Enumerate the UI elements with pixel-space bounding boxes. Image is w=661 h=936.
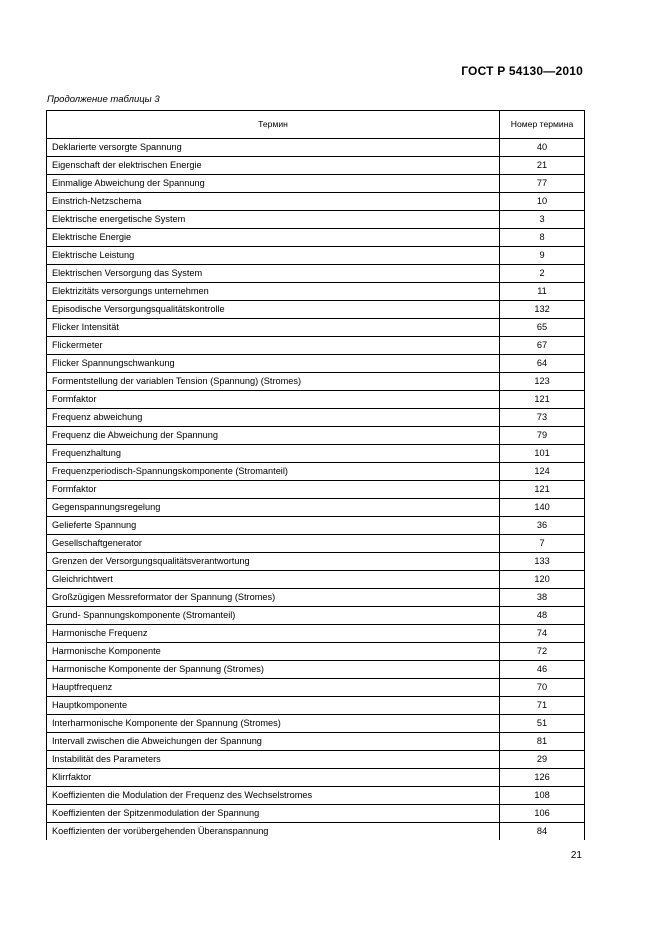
term-number-cell: 3: [500, 211, 585, 229]
term-cell: Elektrische Leistung: [47, 247, 500, 265]
term-number-cell: 67: [500, 337, 585, 355]
term-number-cell: 70: [500, 679, 585, 697]
table-row: [47, 625, 585, 643]
term-cell: Gesellschaftgenerator: [47, 535, 500, 553]
term-number-cell: 72: [500, 643, 585, 661]
term-number-cell: 2: [500, 265, 585, 283]
term-cell: Koeffizienten die Modulation der Frequenz des Wechselstromes: [47, 787, 500, 805]
header-term: Термин: [47, 111, 500, 139]
table-row: [47, 643, 585, 661]
term-cell: Grenzen der Versorgungsqualitätsverantwortung: [47, 553, 500, 571]
term-number-cell: 124: [500, 463, 585, 481]
term-cell: Intervall zwischen die Abweichungen der Spannung: [47, 733, 500, 751]
term-number-cell: 79: [500, 427, 585, 445]
table-row: [47, 805, 585, 823]
term-cell: Flickermeter: [47, 337, 500, 355]
term-number-cell: 77: [500, 175, 585, 193]
table-row: [47, 787, 585, 805]
term-number-cell: 132: [500, 301, 585, 319]
terms-table: [46, 110, 585, 840]
term-cell: Elektrische energetische System: [47, 211, 500, 229]
table-row: [47, 409, 585, 427]
term-cell: Deklarierte versorgte Spannung: [47, 139, 500, 157]
table-row: [47, 571, 585, 589]
term-number-cell: 36: [500, 517, 585, 535]
table-row: [47, 373, 585, 391]
table-row: [47, 139, 585, 157]
term-cell: Gelieferte Spannung: [47, 517, 500, 535]
term-cell: Einmalige Abweichung der Spannung: [47, 175, 500, 193]
term-cell: Harmonische Frequenz: [47, 625, 500, 643]
term-number-cell: 133: [500, 553, 585, 571]
page-number: 21: [570, 850, 582, 861]
term-cell: Elektrizitäts versorgungs unternehmen: [47, 283, 500, 301]
term-number-cell: 106: [500, 805, 585, 823]
table-row: [47, 427, 585, 445]
term-cell: Formfaktor: [47, 391, 500, 409]
term-cell: Formfaktor: [47, 481, 500, 499]
term-number-cell: 46: [500, 661, 585, 679]
table-row: [47, 733, 585, 751]
term-cell: Koeffizienten der Spitzenmodulation der Spannung: [47, 805, 500, 823]
document-code: ГОСТ Р 54130—2010: [461, 64, 583, 78]
table-header-row: [47, 111, 585, 139]
term-cell: Frequenzhaltung: [47, 445, 500, 463]
term-number-cell: 38: [500, 589, 585, 607]
term-number-cell: 73: [500, 409, 585, 427]
table-row: [47, 229, 585, 247]
term-number-cell: 123: [500, 373, 585, 391]
table-body: [47, 139, 585, 841]
table-row: [47, 607, 585, 625]
table-row: [47, 301, 585, 319]
term-cell: Einstrich-Netzschema: [47, 193, 500, 211]
table-row: [47, 445, 585, 463]
term-number-cell: 51: [500, 715, 585, 733]
term-number-cell: 71: [500, 697, 585, 715]
term-number-cell: 9: [500, 247, 585, 265]
term-cell: Elektrische Energie: [47, 229, 500, 247]
term-cell: Harmonische Komponente der Spannung (Stromes): [47, 661, 500, 679]
term-number-cell: 126: [500, 769, 585, 787]
table-row: [47, 211, 585, 229]
term-cell: Grund- Spannungskomponente (Stromanteil): [47, 607, 500, 625]
table-row: [47, 661, 585, 679]
term-cell: Gleichrichtwert: [47, 571, 500, 589]
table-row: [47, 265, 585, 283]
term-cell: Hauptkomponente: [47, 697, 500, 715]
term-number-cell: 101: [500, 445, 585, 463]
term-number-cell: 65: [500, 319, 585, 337]
header-number: Номер термина: [500, 111, 585, 139]
table-row: [47, 517, 585, 535]
table-row: [47, 823, 585, 841]
term-number-cell: 84: [500, 823, 585, 841]
table-row: [47, 535, 585, 553]
table-row: [47, 679, 585, 697]
term-number-cell: 8: [500, 229, 585, 247]
term-cell: Eigenschaft der elektrischen Energie: [47, 157, 500, 175]
table-row: [47, 283, 585, 301]
term-number-cell: 108: [500, 787, 585, 805]
table-row: [47, 337, 585, 355]
term-cell: Frequenzperiodisch-Spannungskomponente (Stromanteil): [47, 463, 500, 481]
term-number-cell: 21: [500, 157, 585, 175]
table-row: [47, 481, 585, 499]
term-cell: Großzügigen Messreformator der Spannung (Stromes): [47, 589, 500, 607]
term-cell: Flicker Spannungschwankung: [47, 355, 500, 373]
term-number-cell: 7: [500, 535, 585, 553]
term-number-cell: 48: [500, 607, 585, 625]
table-row: [47, 157, 585, 175]
table-row: [47, 193, 585, 211]
term-cell: Elektrischen Versorgung das System: [47, 265, 500, 283]
term-cell: Episodische Versorgungsqualitätskontrolle: [47, 301, 500, 319]
table-row: [47, 751, 585, 769]
table-row: [47, 319, 585, 337]
table-row: [47, 715, 585, 733]
term-number-cell: 74: [500, 625, 585, 643]
term-cell: Hauptfrequenz: [47, 679, 500, 697]
table-row: [47, 589, 585, 607]
term-cell: Instabilität des Parameters: [47, 751, 500, 769]
term-number-cell: 10: [500, 193, 585, 211]
table-row: [47, 391, 585, 409]
term-cell: Gegenspannungsregelung: [47, 499, 500, 517]
term-cell: Flicker Intensität: [47, 319, 500, 337]
table-row: [47, 463, 585, 481]
term-cell: Harmonische Komponente: [47, 643, 500, 661]
term-number-cell: 120: [500, 571, 585, 589]
term-number-cell: 40: [500, 139, 585, 157]
term-number-cell: 81: [500, 733, 585, 751]
term-cell: Frequenz die Abweichung der Spannung: [47, 427, 500, 445]
table-row: [47, 769, 585, 787]
term-cell: Frequenz abweichung: [47, 409, 500, 427]
term-number-cell: 29: [500, 751, 585, 769]
table-row: [47, 553, 585, 571]
term-number-cell: 121: [500, 391, 585, 409]
table-row: [47, 355, 585, 373]
term-number-cell: 64: [500, 355, 585, 373]
term-cell: Formentstellung der variablen Tension (Spannung) (Stromes): [47, 373, 500, 391]
table-row: [47, 499, 585, 517]
table-row: [47, 175, 585, 193]
term-cell: Klirrfaktor: [47, 769, 500, 787]
table-continuation-label: Продолжение таблицы 3: [47, 94, 160, 105]
table-row: [47, 697, 585, 715]
term-cell: Koeffizienten der vorübergehenden Überanspannung: [47, 823, 500, 841]
table-row: [47, 247, 585, 265]
term-number-cell: 140: [500, 499, 585, 517]
term-number-cell: 11: [500, 283, 585, 301]
term-cell: Interharmonische Komponente der Spannung (Stromes): [47, 715, 500, 733]
term-number-cell: 121: [500, 481, 585, 499]
